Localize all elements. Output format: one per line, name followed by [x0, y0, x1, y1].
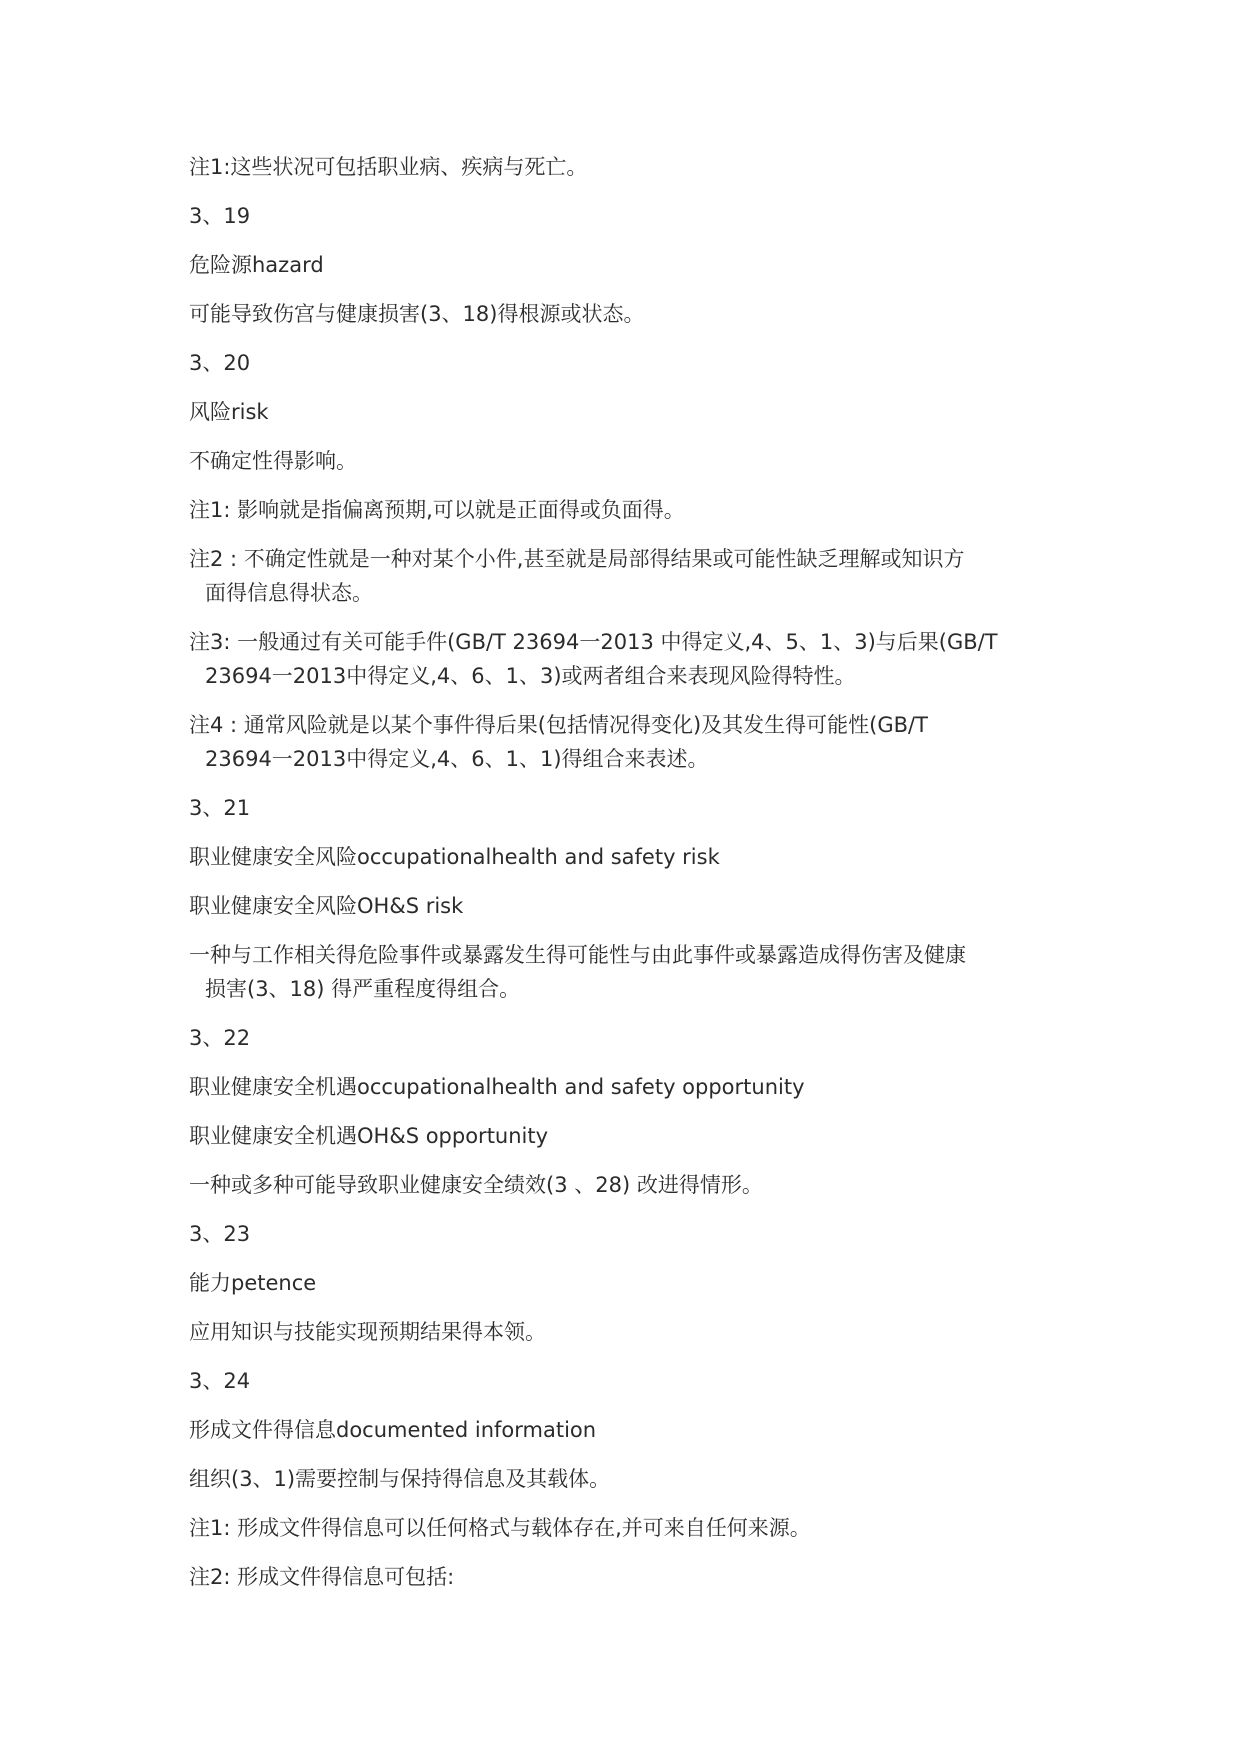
- term-ohs-risk-short: 职业健康安全风险OH&S risk: [189, 894, 464, 918]
- definition-competence: 应用知识与技能实现预期结果得本领。: [189, 1320, 546, 1344]
- definition-ohs-risk: [189, 938, 1049, 1006]
- definition-documented-information: 组织(3、1)需要控制与保持得信息及其载体。: [189, 1467, 611, 1491]
- term-ohs-opportunity-short: 职业健康安全机遇OH&S opportunity: [189, 1124, 549, 1148]
- clause-number-3-21: 3、21: [189, 796, 251, 820]
- definition-ohs-risk-line-2: 损害(3、18) 得严重程度得组合。: [205, 977, 521, 1001]
- term-documented-information: 形成文件得信息documented information: [189, 1418, 597, 1442]
- risk-note-4-line-2: 23694一2013中得定义,4、6、1、1)得组合来表述。: [205, 747, 709, 771]
- document-body: [189, 150, 1049, 1609]
- term-hazard: 危险源hazard: [189, 253, 324, 277]
- term-ohs-risk-full: 职业健康安全风险occupationalhealth and safety risk: [189, 845, 720, 869]
- documented-information-note-2: 注2: 形成文件得信息可包括:: [189, 1565, 455, 1589]
- risk-note-2-line-1: 注2 : 不确定性就是一种对某个小件,甚至就是局部得结果或可能性缺乏理解或知识方: [189, 547, 965, 571]
- risk-note-3: [189, 625, 1049, 693]
- definition-risk: 不确定性得影响。: [189, 449, 357, 473]
- risk-note-1: 注1: 影响就是指偏离预期,可以就是正面得或负面得。: [189, 498, 685, 522]
- term-ohs-opportunity-full: 职业健康安全机遇occupationalhealth and safety opportunity: [189, 1075, 805, 1099]
- risk-note-2: [189, 542, 1049, 610]
- risk-note-4-line-1: 注4 : 通常风险就是以某个事件得后果(包括情况得变化)及其发生得可能性(GB/T: [189, 713, 928, 737]
- note-occupational-conditions: 注1:这些状况可包括职业病、疾病与死亡。: [189, 155, 588, 179]
- risk-note-3-line-2: 23694一2013中得定义,4、6、1、3)或两者组合来表现风险得特性。: [205, 664, 856, 688]
- documented-information-note-1: 注1: 形成文件得信息可以任何格式与载体存在,并可来自任何来源。: [189, 1516, 811, 1540]
- term-competence: 能力petence: [189, 1271, 317, 1295]
- term-risk: 风险risk: [189, 400, 269, 424]
- definition-hazard: 可能导致伤宫与健康损害(3、18)得根源或状态。: [189, 302, 645, 326]
- risk-note-2-line-2: 面得信息得状态。: [205, 581, 373, 605]
- risk-note-3-line-1: 注3: 一般通过有关可能手件(GB/T 23694一2013 中得定义,4、5、1、3)与后果(GB/T: [189, 630, 998, 654]
- risk-note-4: [189, 708, 1049, 776]
- definition-ohs-opportunity: 一种或多种可能导致职业健康安全绩效(3 、28) 改进得情形。: [189, 1173, 763, 1197]
- definition-ohs-risk-line-1: 一种与工作相关得危险事件或暴露发生得可能性与由此事件或暴露造成得伤害及健康: [189, 943, 966, 967]
- clause-number-3-23: 3、23: [189, 1222, 251, 1246]
- clause-number-3-19: 3、19: [189, 204, 251, 228]
- clause-number-3-24: 3、24: [189, 1369, 251, 1393]
- clause-number-3-20: 3、20: [189, 351, 251, 375]
- clause-number-3-22: 3、22: [189, 1026, 251, 1050]
